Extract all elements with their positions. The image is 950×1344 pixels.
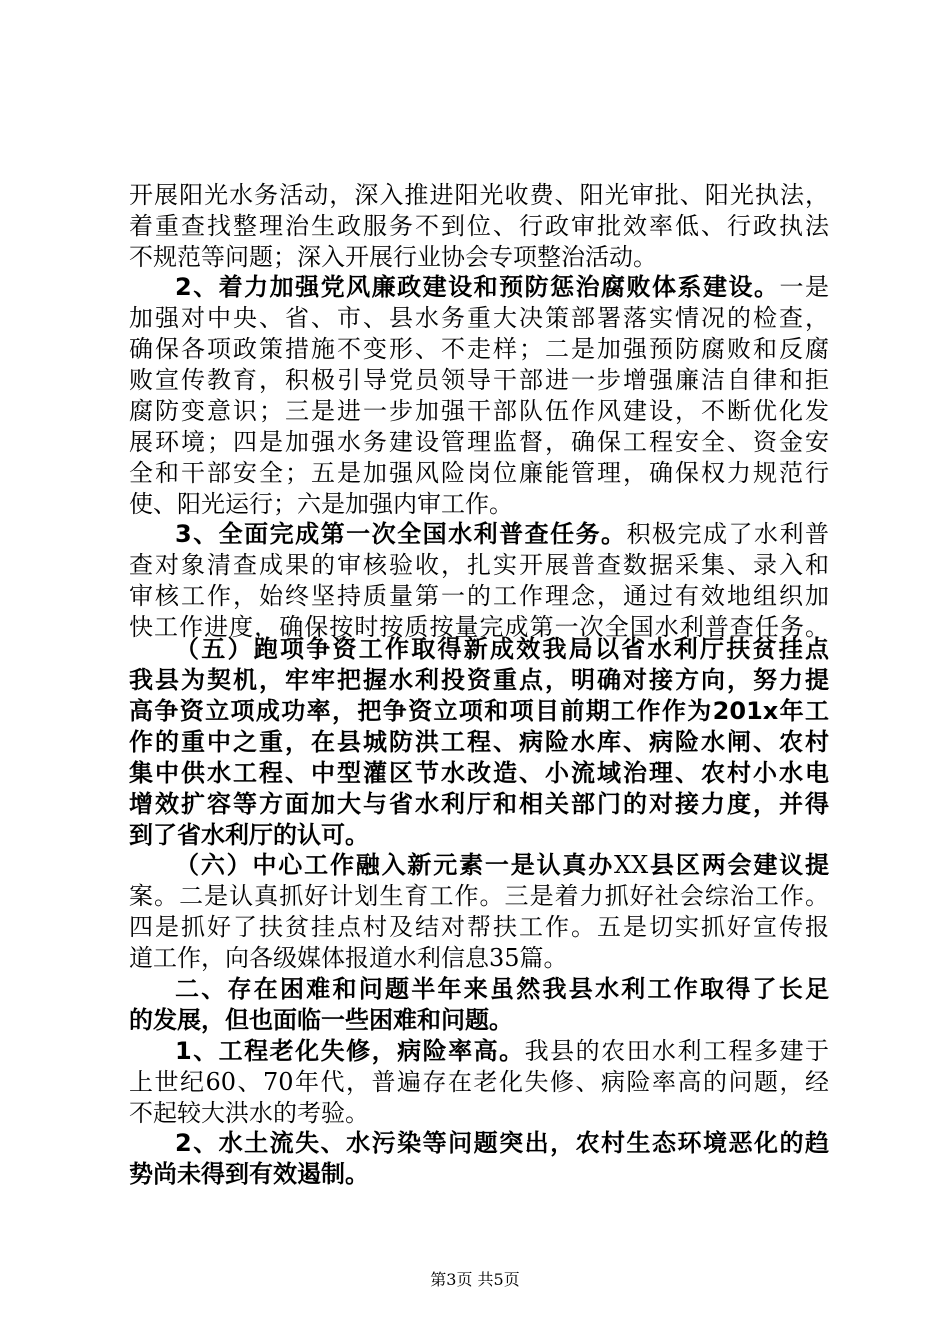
paragraph-line: 四是抓好了扶贫挂点村及结对帮扶工作。五是切实抓好宣传报 bbox=[129, 913, 829, 941]
paragraph-text: 我县的农田水利工程多建于 bbox=[524, 1037, 830, 1065]
paragraph-line: 势尚未得到有效遏制。 bbox=[129, 1160, 369, 1188]
paragraph-text: 积极完成了水利普 bbox=[626, 520, 830, 548]
paragraph-text: XX bbox=[614, 851, 649, 879]
paragraph-text: 一是 bbox=[779, 273, 830, 301]
paragraph-line: 开展阳光水务活动，深入推进阳光收费、阳光审批、阳光执法， bbox=[129, 181, 829, 209]
section-heading: 3、全面完成第一次全国水利普查任务。 bbox=[175, 520, 627, 548]
paragraph-line: （五）跑项争资工作取得新成效我局以省水利厅扶贫挂点 bbox=[175, 635, 829, 663]
paragraph-line: 败宣传教育，积极引导党员领导干部进一步增强廉洁自律和拒 bbox=[129, 366, 829, 394]
paragraph-line: 作的重中之重，在县城防洪工程、病险水库、病险水闸、农村 bbox=[129, 728, 829, 756]
paragraph-line: 集中供水工程、中型灌区节水改造、小流域治理、农村小水电 bbox=[129, 759, 829, 787]
paragraph-line: 的发展，但也面临一些困难和问题。 bbox=[129, 1006, 513, 1034]
paragraph-line: 审核工作，始终坚持质量第一的工作理念，通过有效地组织加 bbox=[129, 582, 829, 610]
paragraph-line: 确保各项政策措施不变形、不走样；二是加强预防腐败和反腐 bbox=[129, 335, 829, 363]
paragraph-line: 道工作，向各级媒体报道水利信息35篇。 bbox=[129, 944, 568, 972]
paragraph-line: 腐防变意识；三是进一步加强干部队伍作风建设，不断优化发 bbox=[129, 397, 829, 425]
paragraph-line: 全和干部安全；五是加强风险岗位廉能管理，确保权力规范行 bbox=[129, 459, 829, 487]
paragraph-line: 查对象清查成果的审核验收，扎实开展普查数据采集、录入和 bbox=[129, 551, 829, 579]
paragraph-line: 不规范等问题；深入开展行业协会专项整治活动。 bbox=[129, 243, 657, 271]
paragraph-line: 加强对中央、省、市、县水务重大决策部署落实情况的检查， bbox=[129, 304, 829, 332]
paragraph-line: 增效扩容等方面加大与省水利厅和相关部门的对接力度，并得 bbox=[129, 790, 829, 818]
paragraph-line: 上世纪60、70年代，普遍存在老化失修、病险率高的问题，经 bbox=[129, 1068, 829, 1096]
paragraph-line: 不起较大洪水的考验。 bbox=[129, 1099, 369, 1127]
paragraph-line: 我县为契机，牢牢把握水利投资重点，明确对接方向，努力提 bbox=[129, 666, 829, 694]
paragraph-line bbox=[175, 1036, 829, 1066]
paragraph-line bbox=[175, 850, 829, 880]
section-heading: （六）中心工作融入新元素一是认真办 bbox=[175, 851, 615, 879]
paragraph-line: 着重查找整理治生政服务不到位、行政审批效率低、行政执法 bbox=[129, 212, 829, 240]
paragraph-line: 使、阳光运行；六是加强内审工作。 bbox=[129, 490, 513, 518]
section-heading: 2、着力加强党风廉政建设和预防惩治腐败体系建设。 bbox=[175, 273, 780, 301]
paragraph-line: 案。二是认真抓好计划生育工作。三是着力抓好社会综治工作。 bbox=[129, 882, 829, 910]
page-footer: 第3页 共5页 bbox=[430, 1270, 520, 1289]
section-heading: 1、工程老化失修，病险率高。 bbox=[175, 1037, 525, 1065]
paragraph-line: 二、存在困难和问题半年来虽然我县水利工作取得了长足 bbox=[175, 975, 829, 1003]
paragraph-line bbox=[175, 519, 829, 549]
paragraph-line: 展环境；四是加强水务建设管理监督，确保工程安全、资金安 bbox=[129, 428, 829, 456]
paragraph-line: 到了省水利厅的认可。 bbox=[129, 821, 369, 849]
paragraph-line: 高争资立项成功率，把争资立项和项目前期工作作为201x年工 bbox=[129, 697, 829, 725]
paragraph-line: 快工作进度，确保按时按质按量完成第一次全国水利普查任务。 bbox=[129, 613, 829, 641]
paragraph-line: 2、水土流失、水污染等问题突出，农村生态环境恶化的趋 bbox=[175, 1129, 829, 1157]
section-heading: 县区两会建议提 bbox=[648, 851, 830, 879]
paragraph-line bbox=[175, 272, 829, 302]
